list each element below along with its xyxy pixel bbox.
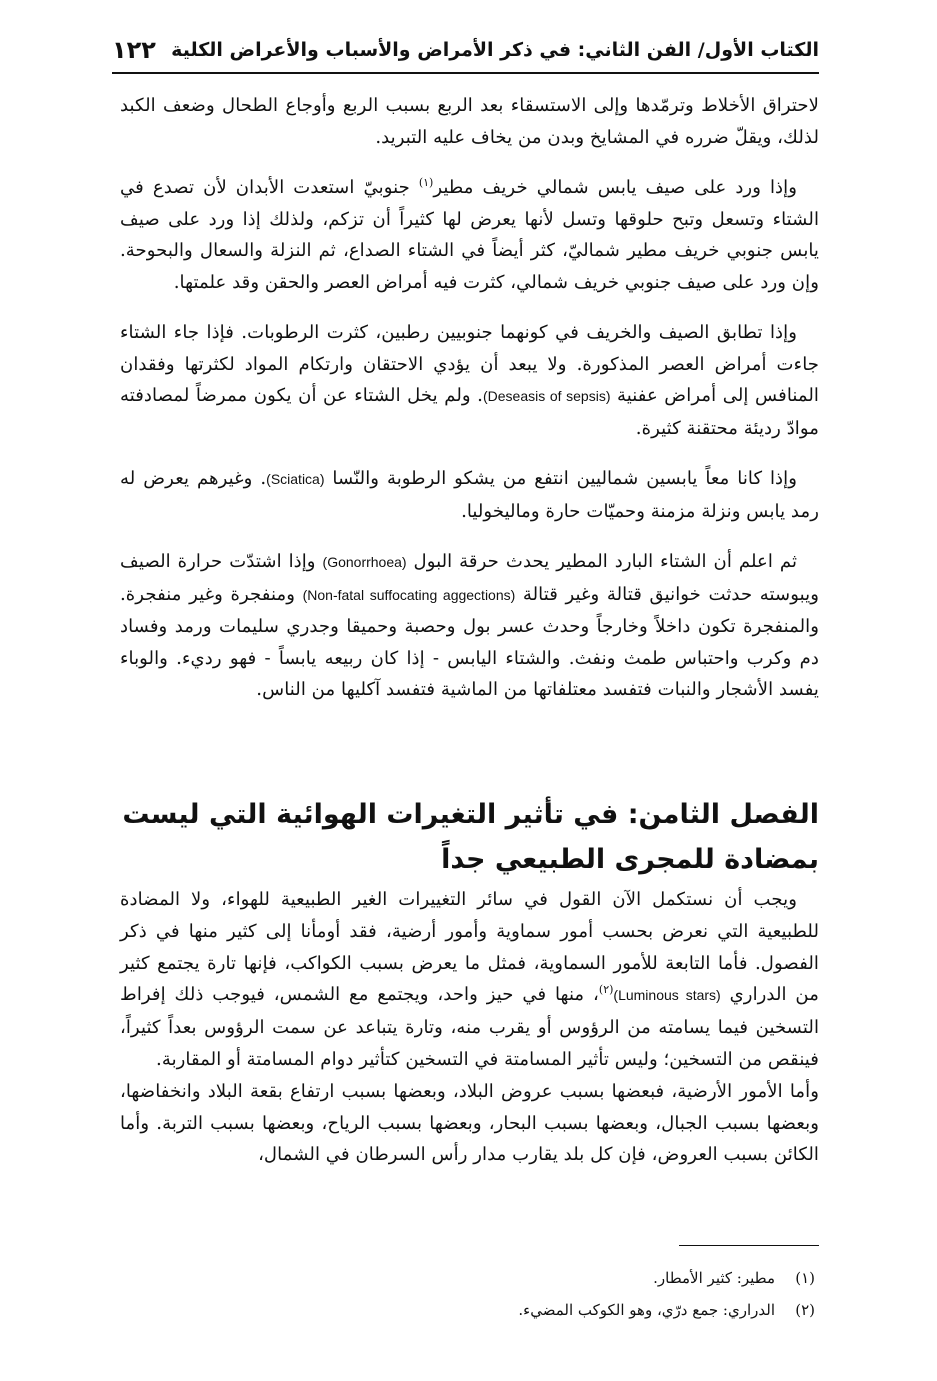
paragraph-2: وإذا ورد على صيف يابس شمالي خريف مطير$^{(١)}$ جنوبيّ استعدت الأبدان لأن تصدع في الشتاء وتسعل وتبح حلوقها وتسل لأنها يعرض لها كثيراً أن تزكم، ولذلك إذا ورد على صيف يابس جنوبي خريف مطير شماليّ، كثر أيضاً في الشتاء الصداع، ثم النزلة والسعال والبحوحة. وإن ورد على صيف جنوبي خريف شمالي، كثرت فيه أمراض العصر والحقن وقد علمتها.	[120, 175, 819, 293]
section-text	[120, 884, 819, 1171]
latin-term: (Gonorrhoea)	[322, 554, 407, 570]
section-paragraph-1: ويجب أن نستكمل الآن القول في سائر التغييرات الغير الطبيعية للهواء، ولا المضادة للطبيعية التي نعرض بحسب أمور سماوية وأمور أرضية، فقد أومأنا إلى كثير منها في ذكر الفصول. فأما التابعة للأمور السماوية، فمثل ما يعرض بسبب الكواكب، فإنها تارة يجتمع كثير من الدراري (Luminous stars)$^{(٢)}$، منها في حيز واحد، ويجتمع مع الشمس، فيوجب ذلك إفراط التسخين فيما يسامته من الرؤوس أو يقرب منه، وتارة يتباعد عن سمت الرؤوس بعداً كثيراً، فينقص من التسخين؛ وليس تأثير المسامتة في التسخين كتأثير دوام المسامتة أو المقاربة.	[120, 889, 819, 1070]
running-header	[112, 28, 819, 74]
section-heading: الفصل الثامن: في تأثير التغيرات الهوائية التي ليست بمضادة للمجرى الطبيعي جداً	[122, 799, 819, 875]
footnote-number: (١)	[795, 1269, 815, 1287]
footnote-ref-2[interactable]: (٢)	[598, 983, 614, 997]
footnote-2	[120, 1294, 815, 1326]
latin-term: (Luminous stars)	[613, 987, 721, 1004]
main-text	[120, 90, 819, 706]
footnote-1	[120, 1262, 815, 1294]
footnote-divider	[679, 1245, 819, 1246]
footnote-number: (٢)	[795, 1301, 815, 1319]
latin-term: (Non-fatal suffocating aggections)	[302, 586, 516, 603]
footnotes	[120, 1262, 815, 1326]
footnote-ref-1[interactable]: (١)	[418, 175, 434, 189]
latin-term: (Deseasis of sepsis)	[482, 388, 611, 404]
paragraph-3: وإذا تطابق الصيف والخريف في كونهما جنوبيين رطبين، كثرت الرطوبات. فإذا جاء الشتاء جاءت أمراض العصر المذكورة. ولا يبعد أن يؤدي الاحتقان وارتكام المواد لكثرتها وفقدان المنافس إلى أمراض عفنية (Deseasis of sepsis). ولم يخل الشتاء عن أن يكون ممرضاً لمصادفته موادّ رديئة محتقنة كثيرة.	[120, 322, 819, 439]
footnote-text: الدراري: جمع درّي، وهو الكوكب المضيء.	[518, 1301, 775, 1319]
page-number: ١٢٢	[112, 36, 156, 64]
paragraph-4: وإذا كانا معاً يابسين شماليين انتفع من يشكو الرطوبة والنّسا (Sciatica). وغيرهم يعرض له رمد يابس ونزلة مزمنة وحميّات حارة ومالیخوليا.	[120, 468, 819, 522]
running-title: الكتاب الأول/ الفن الثاني: في ذكر الأمراض والأسباب والأعراض الكلية	[171, 39, 819, 61]
paragraph-5: ثم اعلم أن الشتاء البارد المطير يحدث حرقة البول (Gonorrhoea) وإذا اشتدّت حرارة الصيف ويبوسته حدثت خوانيق قتالة وغير قتالة (Non-fatal suffocating aggections) ومنفجرة وغير منفجرة. والمنفجرة تكون داخلاً وخارجاً وحدث عسر بول وحصبة وحميقا وجدري سليمات ورمد وفساد دم وكرب واحتباس طمث ونفث. والشتاء اليابس - إذا كان ربيعه يابساً - فهو رديء. والوباء يفسد الأشجار والنبات فتفسد معتلفاتها من الماشية فتفسد آكليها من الناس.	[120, 551, 819, 700]
section-paragraph-2: وأما الأمور الأرضية، فبعضها بسبب عروض البلاد، وبعضها بسبب ارتفاع بقعة البلاد وانخفاضها، وبعضها بسبب الجبال، وبعضها بسبب البحار، وبعضها بسبب الرياح، وبعضها بسبب التربة. وأما الكائن بسبب العروض، فإن كل بلد يقارب مدار رأس السرطان في الشمال،	[120, 1080, 819, 1166]
paragraph-1: لاحتراق الأخلاط وترمّدها وإلى الاستسقاء بعد الربع بسبب الربع وأوجاع الطحال وضعف الكبد لذلك، ويقلّ ضرره في المشايخ وبدن من يخاف عليه التبريد.	[120, 95, 819, 148]
latin-term: (Sciatica)	[266, 471, 325, 487]
footnote-text: مطير: كثير الأمطار.	[653, 1269, 775, 1287]
